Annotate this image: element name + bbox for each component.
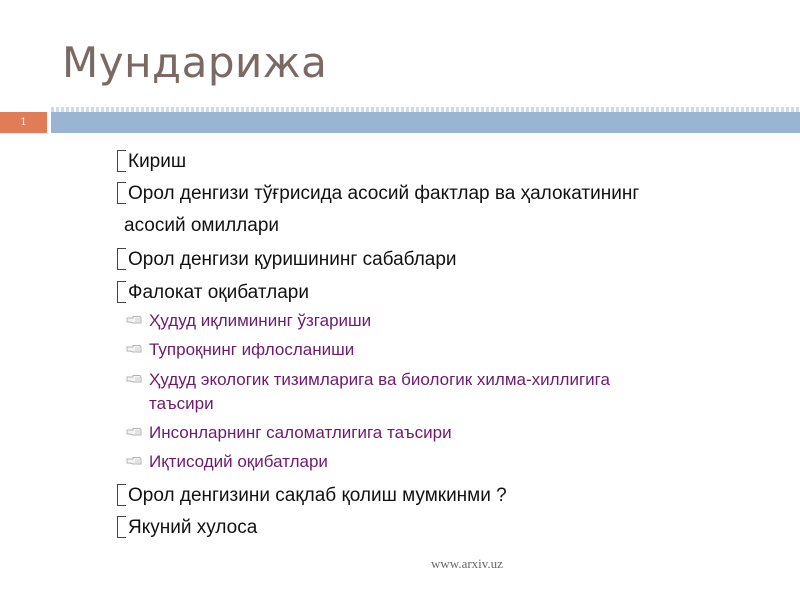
pointing-hand-icon [126, 343, 142, 355]
bullet-icon [117, 248, 126, 270]
list-item [117, 281, 309, 304]
sublist-item: Ҳудуд экологик тизимларига ва биологик хилма-хиллигига [149, 370, 610, 389]
bullet-icon [117, 182, 126, 204]
slide-title: Мундарижа [62, 38, 328, 87]
list-item-continuation: асосий омиллари [124, 215, 280, 236]
pointing-hand-icon [126, 455, 142, 467]
bullet-icon [117, 150, 126, 172]
list-item [117, 484, 507, 507]
list-item [117, 248, 457, 271]
slide-number: 1 [0, 112, 47, 133]
bullet-icon [117, 516, 126, 538]
sublist-item: Ҳудуд иқлимининг ўзгариши [149, 311, 372, 330]
pointing-hand-icon [126, 426, 142, 438]
pointing-hand-icon [126, 373, 142, 385]
bullet-icon [117, 484, 126, 506]
list-item-text: Орол денгизини сақлаб қолиш мумкинми ? [128, 485, 507, 506]
list-item-text: Фалокат оқибатлари [128, 282, 309, 303]
list-item-text: Кириш [128, 151, 187, 172]
footer-url: www.arxiv.uz [431, 556, 503, 571]
list-item [117, 182, 639, 205]
list-item [117, 516, 257, 539]
list-item-text: Орол денгизи қуришининг сабаблари [128, 249, 457, 270]
sublist-item: Инсонларнинг саломатлигига таъсири [149, 423, 452, 442]
bullet-icon [117, 281, 126, 303]
sublist-item-continuation: таъсири [149, 394, 214, 413]
list-item [117, 150, 186, 173]
list-item-text: Якуний хулоса [128, 517, 258, 538]
pointing-hand-icon [126, 314, 142, 326]
list-item-text: Орол денгизи тўғрисида асосий фактлар ва ҳалокатининг [128, 183, 640, 204]
sublist-item: Тупроқнинг ифлосланиши [149, 340, 355, 359]
sublist-item: Иқтисодий оқибатлари [149, 452, 328, 471]
